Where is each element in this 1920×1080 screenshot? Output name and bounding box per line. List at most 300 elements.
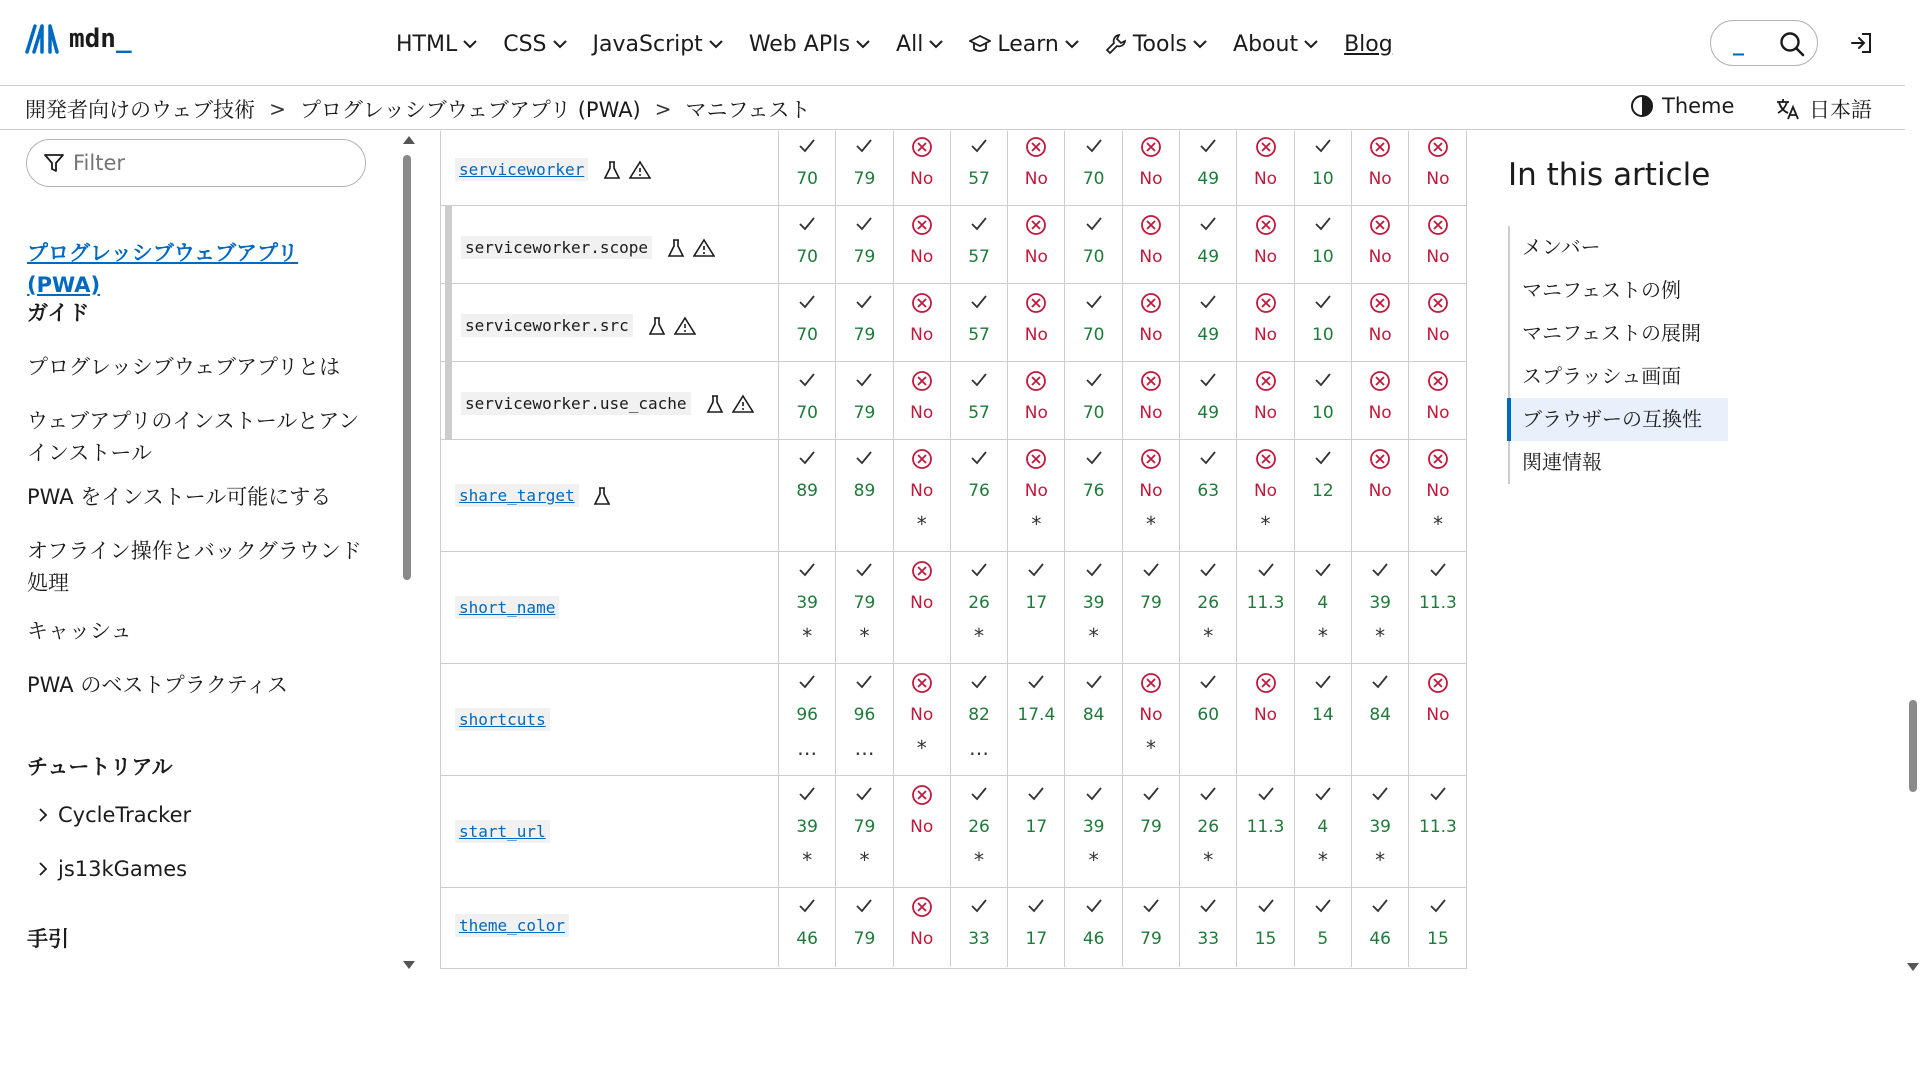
support-cell[interactable] [779, 206, 836, 283]
support-cell[interactable] [1237, 776, 1294, 887]
feature-cell [441, 206, 779, 283]
cross-circle-icon [1369, 214, 1391, 236]
supported-check-icon [1180, 448, 1236, 474]
support-version: 96 [796, 705, 818, 725]
check-icon [1084, 448, 1104, 468]
support-cell[interactable] [1008, 776, 1065, 887]
support-cell[interactable] [1180, 664, 1237, 775]
support-cell[interactable] [1123, 888, 1180, 967]
sidebar-guide-item[interactable]: オフライン操作とバックグラウンド処理 [27, 539, 362, 595]
sidebar-guide-item[interactable]: PWA のベストプラクティス [27, 673, 289, 697]
supported-check-icon [1237, 896, 1293, 922]
check-icon [854, 370, 874, 390]
unsupported-x-icon [894, 896, 950, 922]
support-cell[interactable] [1066, 552, 1123, 663]
experimental-flask-icon [667, 238, 685, 258]
support-cell[interactable] [1180, 776, 1237, 887]
support-cell[interactable] [1352, 131, 1409, 205]
support-cell[interactable] [1409, 888, 1466, 967]
compat-row [441, 361, 1467, 439]
support-cell[interactable] [1123, 362, 1180, 439]
support-version: 60 [1197, 705, 1220, 725]
scroll-up-arrow-icon[interactable] [403, 136, 415, 144]
nav-item-blog[interactable]: Blog [1344, 31, 1393, 57]
support-version: No [1253, 169, 1278, 189]
supported-check-icon [779, 214, 835, 240]
nav-item-about[interactable] [1233, 24, 1318, 64]
unsupported-x-icon [1237, 672, 1293, 698]
sidebar-scrollbar[interactable] [400, 131, 414, 976]
support-cell[interactable] [1237, 552, 1294, 663]
support-cell[interactable] [1123, 552, 1180, 663]
unsupported-x-icon [894, 292, 950, 318]
check-icon [854, 214, 874, 234]
support-cell[interactable] [779, 888, 836, 967]
support-cell[interactable] [836, 776, 893, 887]
supported-check-icon [951, 448, 1007, 474]
cross-circle-icon [1255, 672, 1277, 694]
support-cell[interactable] [1123, 284, 1180, 361]
check-icon [797, 136, 817, 156]
cross-circle-icon [1255, 214, 1277, 236]
support-cell[interactable] [1066, 131, 1123, 205]
support-version: 79 [853, 247, 876, 267]
support-version: 63 [1197, 481, 1220, 501]
nav-item-label: Learn [997, 31, 1059, 57]
note-asterisk-icon: * [802, 848, 813, 872]
support-cell[interactable] [836, 284, 893, 361]
sidebar-guide-item[interactable]: ウェブアプリのインストールとアンインストール [27, 409, 360, 465]
support-version: 70 [1082, 325, 1105, 345]
support-version: 15 [1427, 929, 1449, 949]
theme-label: Theme [1662, 94, 1735, 118]
support-cell[interactable] [1409, 664, 1466, 775]
check-icon [969, 292, 989, 312]
experimental-flask-icon [648, 316, 666, 336]
cross-circle-icon [1140, 370, 1162, 392]
unsupported-x-icon [1008, 136, 1064, 162]
toc-item[interactable]: スプラッシュ画面 [1522, 364, 1682, 388]
support-cell[interactable] [1066, 664, 1123, 775]
cross-circle-icon [1369, 370, 1391, 392]
sidebar-tutorial-item[interactable] [38, 857, 187, 881]
supported-check-icon [1352, 896, 1408, 922]
language-label: 日本語 [1809, 98, 1872, 122]
feature-cell [441, 362, 779, 439]
support-cell[interactable] [836, 131, 893, 205]
toc-item[interactable]: マニフェストの例 [1522, 278, 1681, 302]
support-cell[interactable] [1066, 888, 1123, 967]
support-version: 26 [968, 817, 990, 837]
nav-item-learn[interactable] [969, 24, 1079, 64]
breadcrumb-separator: > [654, 97, 672, 121]
support-version: No [910, 403, 934, 423]
check-icon [797, 370, 817, 390]
support-version: 79 [1140, 593, 1162, 613]
support-version: 39 [1082, 593, 1105, 613]
note-asterisk-icon: * [1031, 512, 1042, 536]
support-cell[interactable] [1295, 206, 1352, 283]
nav-item-label: JavaScript [592, 31, 703, 57]
check-icon [854, 784, 874, 804]
support-cell[interactable] [894, 206, 951, 283]
check-icon [1370, 560, 1390, 580]
support-version: 79 [853, 929, 876, 949]
support-cell[interactable] [894, 888, 951, 967]
support-cell[interactable] [1123, 131, 1180, 205]
nav-item-label: CSS [503, 31, 547, 57]
support-cell[interactable] [1409, 362, 1466, 439]
support-cell[interactable] [1352, 664, 1409, 775]
support-cell[interactable] [1409, 776, 1466, 887]
cross-circle-icon [1140, 214, 1162, 236]
check-icon [797, 560, 817, 580]
support-cell[interactable] [1352, 284, 1409, 361]
feature-status-icons [593, 486, 611, 506]
support-cell[interactable] [1180, 284, 1237, 361]
cross-circle-icon [1427, 370, 1449, 392]
support-cell[interactable] [1066, 440, 1123, 551]
feature-name[interactable]: start_url [455, 820, 550, 843]
nav-item-web-apis[interactable] [749, 24, 870, 64]
support-version: 57 [968, 247, 990, 267]
support-version: No [1139, 481, 1163, 501]
support-cell[interactable] [1295, 284, 1352, 361]
support-cell[interactable] [1066, 776, 1123, 887]
support-cell[interactable] [1409, 131, 1466, 205]
check-icon [1141, 560, 1161, 580]
support-cell[interactable] [1352, 440, 1409, 551]
unsupported-x-icon [1352, 370, 1408, 396]
support-cell[interactable] [951, 131, 1008, 205]
check-icon [1313, 896, 1333, 916]
support-version: 49 [1197, 403, 1220, 423]
support-cell[interactable] [951, 888, 1008, 967]
toc-item[interactable]: マニフェストの展開 [1522, 321, 1701, 345]
check-icon [1084, 896, 1104, 916]
support-version: 10 [1312, 403, 1334, 423]
feature-name[interactable]: share_target [455, 484, 579, 507]
support-cell[interactable] [894, 362, 951, 439]
support-cell[interactable] [779, 131, 836, 205]
supported-check-icon [836, 292, 892, 318]
support-cell[interactable] [1295, 362, 1352, 439]
cross-circle-icon [1255, 448, 1277, 470]
support-cell[interactable] [1123, 440, 1180, 551]
support-cell[interactable] [1409, 284, 1466, 361]
search-caret: _ [1733, 31, 1744, 56]
main-nav [396, 24, 1419, 64]
sidebar-tutorial-item[interactable] [38, 803, 191, 827]
support-cell[interactable] [1008, 206, 1065, 283]
unsupported-x-icon [1409, 448, 1466, 474]
support-cell[interactable] [1180, 131, 1237, 205]
support-cell[interactable] [1352, 776, 1409, 887]
support-cell[interactable] [1123, 664, 1180, 775]
support-cell[interactable] [894, 552, 951, 663]
unsupported-x-icon [894, 214, 950, 240]
support-version: 17 [1025, 593, 1048, 613]
sidebar-heading-reference: 手引 [27, 927, 69, 951]
support-version: 76 [1082, 481, 1105, 501]
support-version: 15 [1254, 929, 1277, 949]
support-version: 57 [968, 403, 990, 423]
support-version: 79 [853, 817, 876, 837]
support-cell[interactable] [1409, 206, 1466, 283]
support-cell[interactable] [1008, 664, 1065, 775]
toc-item[interactable]: メンバー [1522, 235, 1601, 259]
support-cell[interactable] [779, 664, 836, 775]
support-version: 4 [1317, 593, 1329, 613]
sidebar-link-pwa[interactable]: プログレッシブウェブアプリ (PWA) [27, 241, 299, 297]
support-version: 82 [968, 705, 990, 725]
unsupported-x-icon [1409, 292, 1466, 318]
search-box[interactable] [1710, 20, 1818, 66]
support-cell[interactable] [1123, 776, 1180, 887]
supported-check-icon [1066, 784, 1122, 810]
support-cell[interactable] [836, 552, 893, 663]
support-cell[interactable] [1180, 206, 1237, 283]
support-version: No [1253, 705, 1278, 725]
check-icon [1198, 370, 1218, 390]
nav-item-html[interactable] [396, 24, 477, 64]
cross-circle-icon [1427, 136, 1449, 158]
supported-check-icon [1352, 560, 1408, 586]
support-cell[interactable] [1008, 552, 1065, 663]
supported-check-icon [779, 672, 835, 698]
sidebar-scroll-thumb[interactable] [403, 155, 411, 580]
support-cell[interactable] [1295, 776, 1352, 887]
support-cell[interactable] [894, 284, 951, 361]
support-cell[interactable] [1066, 284, 1123, 361]
support-cell[interactable] [1237, 888, 1294, 967]
support-cell[interactable] [1237, 206, 1294, 283]
feature-cell [441, 552, 779, 663]
support-cell[interactable] [1123, 206, 1180, 283]
support-cell[interactable] [894, 664, 951, 775]
sidebar-guide-item[interactable]: キャッシュ [27, 619, 132, 643]
check-icon [969, 136, 989, 156]
support-cell[interactable] [1237, 362, 1294, 439]
breadcrumb-item[interactable]: プログレッシブウェブアプリ (PWA) [299, 98, 641, 122]
supported-check-icon [1066, 672, 1122, 698]
experimental-flask-icon [603, 160, 621, 180]
check-icon [1084, 672, 1104, 692]
sidebar-filter[interactable] [26, 139, 366, 187]
support-cell[interactable] [836, 440, 893, 551]
support-version: 70 [796, 169, 818, 189]
check-icon [1313, 370, 1333, 390]
support-cell[interactable] [1352, 888, 1409, 967]
support-cell[interactable] [1066, 206, 1123, 283]
check-icon [1026, 560, 1046, 580]
support-cell[interactable] [779, 284, 836, 361]
compat-row [441, 283, 1467, 361]
toc-item[interactable]: ブラウザーの互換性 [1507, 398, 1728, 441]
supported-check-icon [1237, 784, 1293, 810]
support-version: 49 [1197, 247, 1220, 267]
support-version: No [1139, 247, 1163, 267]
more-info-icon: … [969, 736, 990, 760]
more-info-icon: … [797, 736, 818, 760]
support-cell[interactable] [1352, 552, 1409, 663]
check-icon [1313, 672, 1333, 692]
support-cell[interactable] [1409, 440, 1466, 551]
support-cell[interactable] [836, 206, 893, 283]
support-cell[interactable] [894, 440, 951, 551]
supported-check-icon [1066, 370, 1122, 396]
support-version: No [910, 705, 934, 725]
support-cell[interactable] [1066, 362, 1123, 439]
feature-name[interactable]: serviceworker [455, 158, 588, 181]
support-cell[interactable] [1295, 131, 1352, 205]
check-icon [797, 896, 817, 916]
support-cell[interactable] [951, 206, 1008, 283]
support-cell[interactable] [1409, 552, 1466, 663]
support-cell[interactable] [894, 131, 951, 205]
support-cell[interactable] [951, 284, 1008, 361]
support-version: 76 [968, 481, 990, 501]
support-cell[interactable] [1180, 440, 1237, 551]
nav-item-all[interactable] [896, 24, 943, 64]
nav-item-css[interactable] [503, 24, 566, 64]
sidebar-guide-item[interactable]: プログレッシブウェブアプリとは [27, 355, 341, 379]
support-cell[interactable] [1008, 131, 1065, 205]
check-icon [1256, 896, 1276, 916]
note-asterisk-icon: * [1088, 848, 1099, 872]
cross-circle-icon [1140, 448, 1162, 470]
supported-check-icon [779, 784, 835, 810]
feature-name: serviceworker.use_cache [461, 392, 691, 415]
check-icon [969, 560, 989, 580]
feature-name[interactable]: short_name [455, 596, 559, 619]
note-asterisk-icon: * [1203, 624, 1214, 648]
support-version: 79 [1140, 817, 1162, 837]
supported-check-icon [1409, 784, 1466, 810]
supported-check-icon [1180, 214, 1236, 240]
mdn-logo[interactable] [25, 22, 132, 56]
support-cell[interactable] [1295, 664, 1352, 775]
supported-check-icon [836, 370, 892, 396]
logo-text: mdn [69, 24, 116, 54]
scroll-down-arrow-icon[interactable] [403, 961, 415, 969]
support-cell[interactable] [1352, 362, 1409, 439]
filter-input[interactable] [73, 151, 343, 175]
cross-circle-icon [1025, 292, 1047, 314]
cross-circle-icon [1369, 448, 1391, 470]
unsupported-x-icon [1237, 136, 1293, 162]
support-version: 49 [1197, 169, 1220, 189]
support-cell[interactable] [1295, 440, 1352, 551]
support-cell[interactable] [1295, 552, 1352, 663]
cross-circle-icon [1255, 292, 1277, 314]
search-icon[interactable] [1779, 31, 1805, 57]
support-version: 10 [1312, 169, 1334, 189]
support-cell[interactable] [836, 362, 893, 439]
check-icon [1370, 672, 1390, 692]
support-cell[interactable] [1008, 888, 1065, 967]
support-cell[interactable] [951, 362, 1008, 439]
feature-name[interactable]: shortcuts [455, 708, 550, 731]
support-version: 79 [853, 403, 876, 423]
check-icon [854, 672, 874, 692]
support-cell[interactable] [951, 440, 1008, 551]
support-cell[interactable] [1008, 440, 1065, 551]
cross-circle-icon [911, 292, 933, 314]
support-cell[interactable] [1008, 284, 1065, 361]
support-version: 17 [1025, 929, 1048, 949]
support-version: No [1024, 169, 1048, 189]
support-version: No [1024, 325, 1048, 345]
support-cell[interactable] [1180, 552, 1237, 663]
support-cell[interactable] [1237, 440, 1294, 551]
unsupported-x-icon [1237, 448, 1293, 474]
note-asterisk-icon: * [1088, 624, 1099, 648]
support-cell[interactable] [1352, 206, 1409, 283]
support-cell[interactable] [1008, 362, 1065, 439]
breadcrumb-item[interactable]: 開発者向けのウェブ技術 [25, 98, 256, 122]
note-asterisk-icon: * [916, 736, 927, 760]
check-icon [969, 896, 989, 916]
supported-check-icon [1008, 672, 1064, 698]
support-version: No [1426, 247, 1450, 267]
page-scroll-thumb[interactable] [1909, 700, 1917, 792]
support-cell[interactable] [836, 888, 893, 967]
nav-item-javascript[interactable] [593, 24, 723, 64]
toc-item[interactable]: 関連情報 [1522, 450, 1602, 474]
language-switcher-button[interactable] [1775, 94, 1872, 124]
login-icon[interactable] [1848, 30, 1874, 56]
support-cell[interactable] [1180, 362, 1237, 439]
support-cell[interactable] [779, 440, 836, 551]
supported-check-icon [951, 560, 1007, 586]
unsupported-x-icon [1123, 672, 1179, 698]
support-cell[interactable] [951, 664, 1008, 775]
support-cell[interactable] [779, 776, 836, 887]
support-cell[interactable] [951, 552, 1008, 663]
page-scroll-down-icon[interactable] [1907, 963, 1919, 971]
feature-name[interactable]: theme_color [455, 914, 569, 937]
support-version: 57 [968, 325, 990, 345]
feature-name: serviceworker.src [461, 314, 633, 337]
supported-check-icon [1008, 896, 1064, 922]
nav-item-tools[interactable] [1105, 24, 1207, 64]
unsupported-x-icon [1409, 214, 1466, 240]
support-cell[interactable] [779, 362, 836, 439]
support-cell[interactable] [1295, 888, 1352, 967]
support-version: No [910, 325, 934, 345]
support-cell[interactable] [1180, 888, 1237, 967]
support-cell[interactable] [1237, 131, 1294, 205]
page-scrollbar[interactable] [1905, 130, 1920, 976]
compat-row [441, 663, 1467, 775]
experimental-flask-icon [593, 486, 611, 506]
support-cell[interactable] [951, 776, 1008, 887]
support-cell[interactable] [836, 664, 893, 775]
check-icon [1084, 370, 1104, 390]
support-cell[interactable] [894, 776, 951, 887]
check-icon [1313, 784, 1333, 804]
theme-switcher-button[interactable] [1630, 94, 1734, 118]
support-cell[interactable] [1237, 664, 1294, 775]
support-version: No [1139, 325, 1163, 345]
support-cell[interactable] [1237, 284, 1294, 361]
check-icon [854, 448, 874, 468]
sidebar-guide-item[interactable]: PWA をインストール可能にする [27, 485, 332, 509]
support-cell[interactable] [779, 552, 836, 663]
support-version: No [910, 169, 934, 189]
breadcrumb-item[interactable]: マニフェスト [685, 98, 811, 122]
